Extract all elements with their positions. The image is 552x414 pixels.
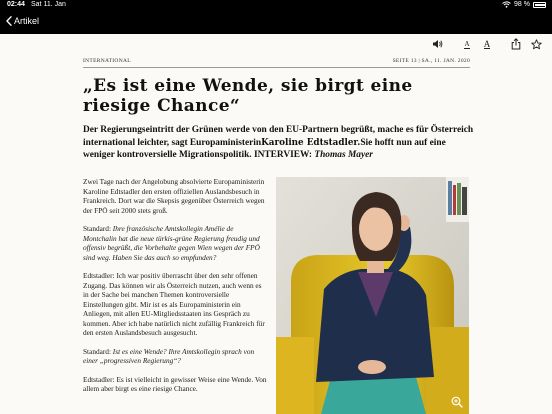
bookmark-star-button[interactable]	[530, 38, 542, 50]
lead-name: Karoline Edtstadler.	[261, 137, 361, 148]
zoom-in-icon[interactable]	[451, 396, 463, 408]
lead-text-end: Sie hofft nun auf eine weniger kontroversielle Migrationspolitik. INTERVIEW:	[83, 137, 446, 161]
font-larger-button[interactable]	[482, 38, 492, 50]
wifi-icon	[502, 1, 511, 8]
lead-text: Der Regierungseintritt der Grünen werde von den EU-Partnern begrüßt, mache es für Österreich international leichter, sagt Europaministerin	[83, 125, 474, 148]
speaker-icon	[432, 39, 443, 49]
star-icon	[531, 39, 542, 50]
question-text: Ist es eine Wende? Ihre Amtskollegin sprach von einer „progressiven Regierung“?	[83, 346, 255, 365]
section-label: INTERNATIONAL	[83, 58, 131, 64]
nav-bar	[0, 13, 552, 33]
body-paragraph: Zwei Tage nach der Angelobung absolvierte Europaministerin Karoline Edtstadler den ersten offiziellen Auslandsbesuch in Frankreich. Dort war die Skepsis gegenüber Österreich wegen der FPÖ seit 2000 stets groß.	[83, 177, 265, 215]
answer-text: Ich war positiv überrascht über den sehr offenen Zugang. Das können wir als Österreich nutzen, auch wenn es in der Sache bei manchen Themen kontroversielle Einstellungen gibt. Mir ist es als Europaministerin ein Anliegen, mit allen EU-Mitgliedsstaaten ins Gespräch zu kommen. Aber ich habe natürlich nicht zufällig Frankreich für den ersten Auslandsbesuch ausgesucht.	[83, 271, 265, 337]
question-paragraph	[83, 347, 267, 366]
answer-paragraph	[83, 375, 267, 394]
meta-divider	[83, 67, 470, 68]
status-right	[502, 1, 546, 8]
speaker-label: Edtstadler:	[83, 374, 115, 384]
audio-button[interactable]	[431, 38, 443, 50]
article-body	[83, 177, 267, 403]
battery-icon	[533, 2, 546, 8]
share-icon	[511, 38, 521, 50]
answer-text: Es ist vielleicht in gewisser Weise eine Wende. Von allem aber birgt es eine riesige Chance.	[83, 374, 267, 393]
lead-paragraph	[83, 124, 475, 162]
article-photo[interactable]	[276, 177, 469, 414]
back-button[interactable]	[6, 16, 39, 26]
battery-percent: 98 %	[514, 1, 530, 8]
article-meta	[83, 57, 470, 67]
font-large-label: A	[483, 38, 491, 49]
back-label: Artikel	[14, 16, 40, 26]
speaker-label: Standard:	[83, 224, 111, 233]
font-small-label: A	[464, 39, 470, 48]
status-time: 02:44	[7, 1, 25, 8]
speaker-label: Edtstadler:	[83, 271, 115, 280]
headline: „Es ist eine Wende, sie birgt eine riesige Chance“	[83, 76, 413, 116]
top-bar	[0, 0, 552, 34]
page-info: SEITE 13 | SA., 11. JAN. 2020	[392, 58, 470, 64]
font-smaller-button[interactable]	[462, 38, 472, 50]
speaker-label: Standard:	[83, 346, 111, 356]
portrait-illustration	[276, 177, 469, 414]
lead-author: Thomas Mayer	[314, 150, 373, 161]
chevron-left-icon	[6, 16, 12, 26]
article-toolbar	[0, 34, 552, 54]
status-bar	[0, 0, 552, 11]
question-paragraph	[83, 224, 267, 262]
share-button[interactable]	[510, 38, 522, 50]
answer-paragraph	[83, 271, 267, 338]
question-text: Ihre französische Amtskollegin Amélie de Montchalin hat die neue türkis-grüne Regierung freudig und offensiv begrüßt, die Vorbehalte gegen Wien wegen der FPÖ sind weg. Haben Sie das auch so empfunden?	[83, 224, 260, 262]
status-date: Sat 11. Jan	[31, 1, 66, 8]
